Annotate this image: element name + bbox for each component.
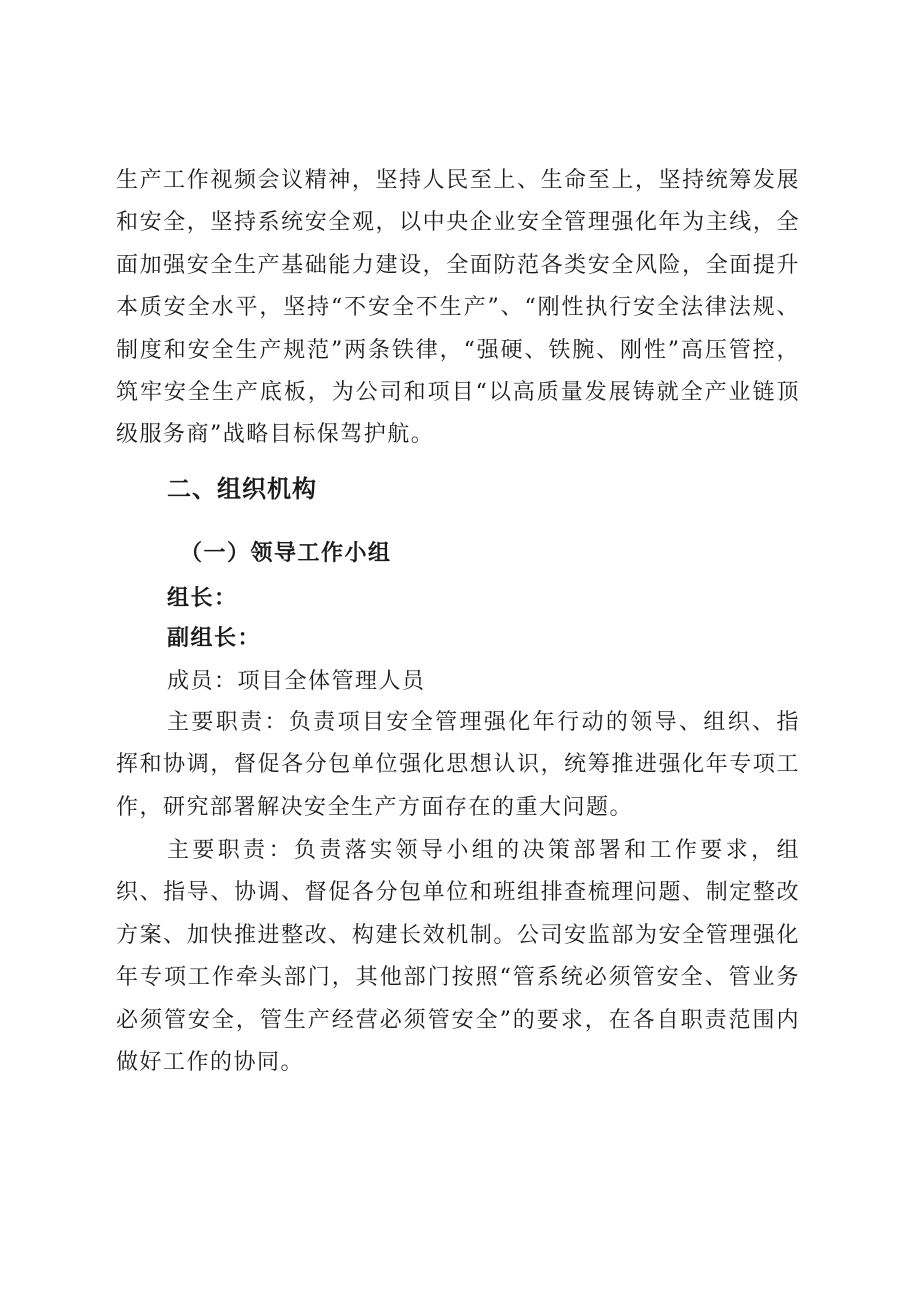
intro-paragraph: 生产工作视频会议精神，坚持人民至上、生命至上，坚持统筹发展和安全，坚持系统安全观，以中央企业安全管理强化年为主线，全面加强安全生产基础能力建设，全面防范各类安全风险，全面提升本质安全水平，坚持“不安全不生产”、“刚性执行安全法律法规、制度和安全生产规范”两条铁律，“强硬、铁腕、刚性”高压管控，筑牢安全生产底板，为公司和项目“以高质量发展铸就全产业链顶级服务商”战略目标保驾护航。 bbox=[116, 168, 800, 448]
section-heading: 二、组织机构 bbox=[167, 475, 317, 503]
duties-paragraph-2: 主要职责：负责落实领导小组的决策部署和工作要求，组织、指导、协调、督促各分包单位和班组排查梳理问题、制定整改方案、加快推进整改、构建长效机制。公司安监部为安全管理强化年专项工作牵头部门，其他部门按照“管系统必须管安全、管业务必须管安全，管生产经营必须管安全”的要求，在各自职责范围内做好工作的协同。 bbox=[116, 838, 800, 1076]
duties-paragraph-1: 主要职责：负责项目安全管理强化年行动的领导、组织、指挥和协调，督促各分包单位强化思想认识，统筹推进强化年专项工作，研究部署解决安全生产方面存在的重大问题。 bbox=[116, 710, 800, 820]
subsection-heading: （一）领导工作小组 bbox=[180, 541, 392, 566]
deputy-leader-label: 副组长： bbox=[167, 626, 262, 651]
members-line: 成员：项目全体管理人员 bbox=[167, 669, 426, 694]
leader-label: 组长： bbox=[167, 586, 238, 611]
